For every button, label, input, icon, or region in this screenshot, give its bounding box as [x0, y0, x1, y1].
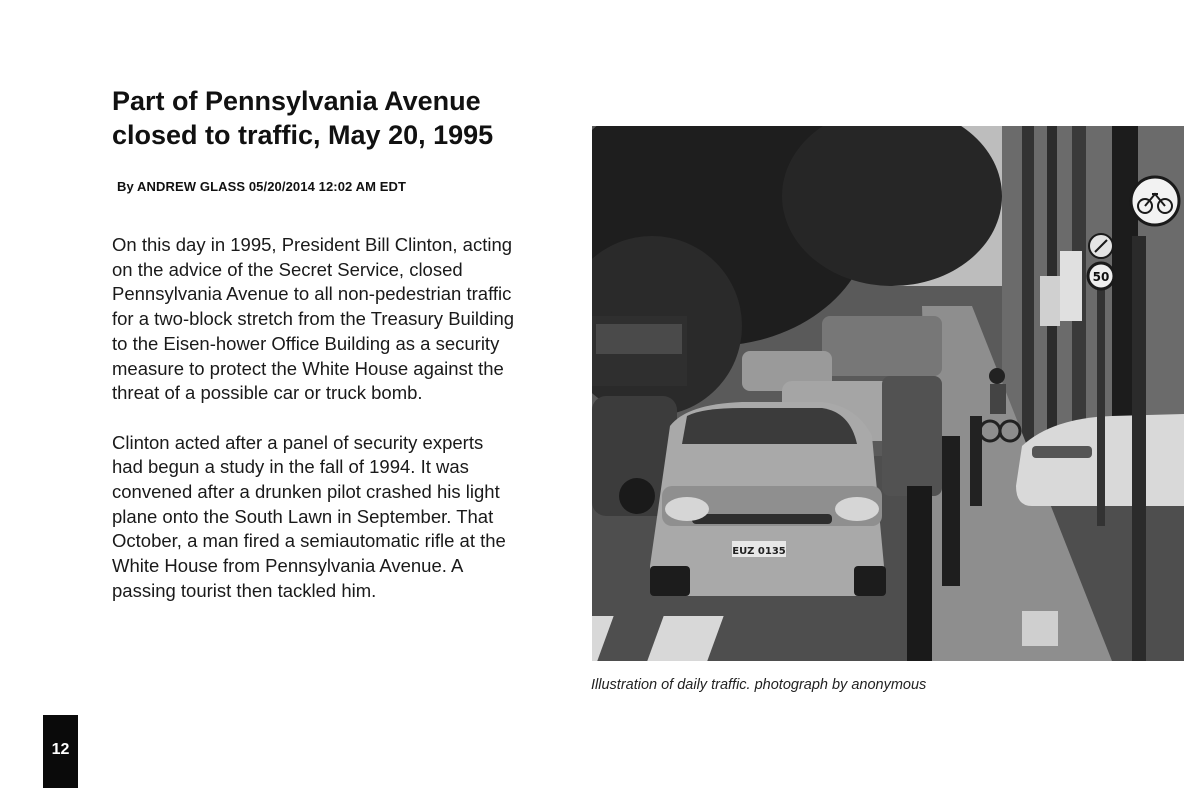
license-plate-text: EUZ 0135: [732, 546, 786, 557]
photo-caption: Illustration of daily traffic. photograph by anonymous: [591, 677, 927, 693]
article-byline: By ANDREW GLASS 05/20/2014 12:02 AM EDT: [117, 179, 407, 194]
article-title: Part of Pennsylvania Avenue closed to traffic, May 20, 1995: [112, 86, 494, 150]
paragraph-1: On this day in 1995, President Bill Clinton, acting on the advice of the Secret Service, closed Pennsylvania Avenue to all non-pedestrian traffic for a two-block stretch from the Treasury Building to the Eisen-hower Office Building as a security measure to protect the White House against the threat of a possible car or truck bomb.: [112, 234, 515, 404]
page-number: 12: [43, 715, 78, 788]
article-body: [112, 233, 517, 628]
traffic-photo: [592, 126, 1184, 661]
paragraph-2: Clinton acted after a panel of security experts had begun a study in the fall of 1994. It was convened after a drunken pilot crashed his light plane onto the South Lawn in September. That October, a man fired a semiautomatic rifle at the White House from Pennsylvania Avenue. A passing tourist then tackled him.: [112, 431, 506, 601]
speed-sign-text: 50: [1092, 270, 1110, 284]
